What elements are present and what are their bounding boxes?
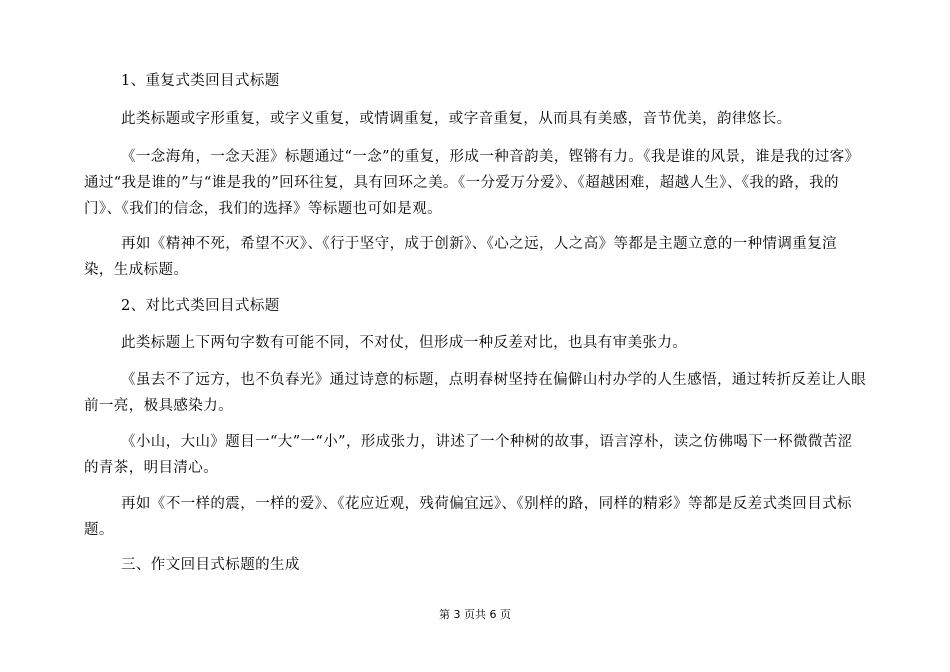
paragraph-contrast-definition: 此类标题上下两句字数有可能不同，不对仗，但形成一种反差对比，也具有审美张力。 bbox=[121, 335, 688, 351]
section-heading-generation: 三、作文回目式标题的生成 bbox=[121, 557, 300, 573]
page-number-footer: 第 3 页共 6 页 bbox=[439, 608, 511, 621]
paragraph-contrast-example-mountain: 《小山，大山》题目一“大”一“小”，形成张力，讲述了一个种树的故事，语言淳朴，读之仿佛喝下一杯微微苦涩的青茶，明目清心。 bbox=[84, 434, 853, 476]
paragraph-contrast-more-examples: 再如《不一样的震，一样的爱》、《花应近观，残荷偏宜远》、《别样的路，同样的精彩》等都是反差式类回目式标题。 bbox=[84, 496, 852, 538]
paragraph-repetition-examples: 《一念海角，一念天涯》标题通过“一念”的重复，形成一种音韵美，铿锵有力。《我是谁的风景，谁是我的过客》通过“我是谁的”与“谁是我的”回环往复，具有回环之美。《一分爱万分爱》、《超越困难，超越人生》、《我的路，我的门》、《我们的信念，我们的选择》等标题也可如是观。 bbox=[84, 149, 860, 217]
paragraph-repetition-definition: 此类标题或字形重复，或字义重复，或情调重复，或字音重复，从而具有美感，音节优美，韵律悠长。 bbox=[121, 111, 792, 127]
section-heading-repetition: 1、重复式类回目式标题 bbox=[121, 73, 280, 89]
paragraph-contrast-example-spring: 《虽去不了远方，也不负春光》通过诗意的标题，点明春树坚持在偏僻山村办学的人生感悟，通过转折反差让人眼前一亮，极具感染力。 bbox=[84, 372, 866, 414]
paragraph-repetition-more-examples: 再如《精神不死，希望不灭》、《行于坚守，成于创新》、《心之远，人之高》等都是主题立意的一种情调重复渲染，生成标题。 bbox=[84, 236, 837, 278]
section-heading-contrast: 2、对比式类回目式标题 bbox=[121, 298, 280, 314]
